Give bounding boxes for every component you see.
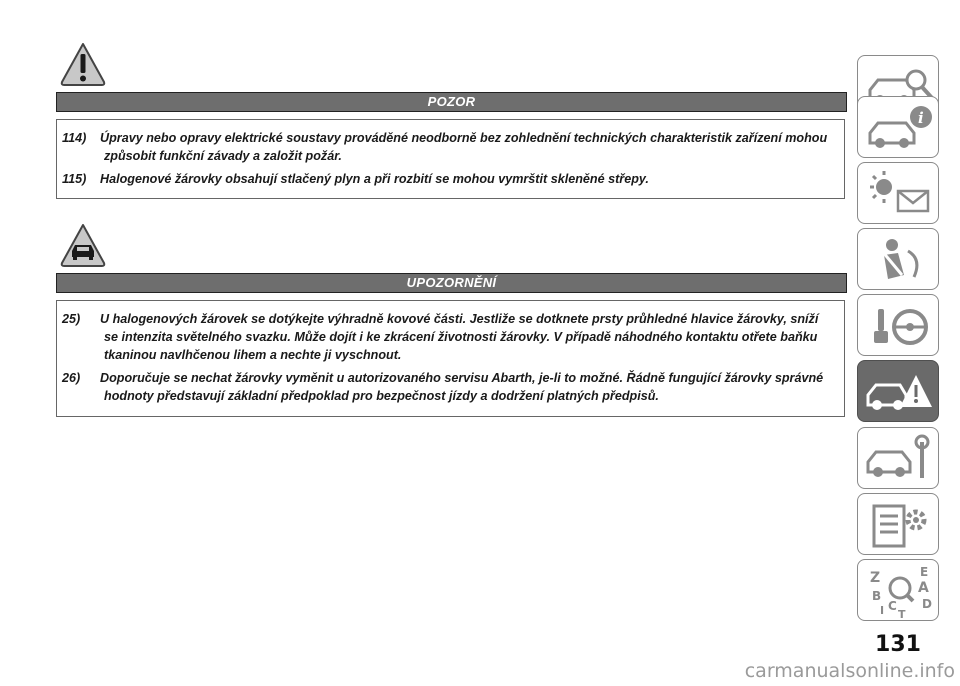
upozorneni-header: UPOZORNĚNÍ [56,273,847,293]
upozorneni-box [56,300,845,417]
tab-alphabetical-index[interactable] [857,559,939,621]
svg-text:T: T [898,608,906,621]
warning-car-icon [58,221,108,269]
watermark: carmanualsonline.info [744,660,955,682]
page-number: 131 [875,632,921,657]
tab-seatbelt-airbag[interactable] [857,228,939,290]
svg-text:Z: Z [870,570,881,586]
svg-text:C: C [888,599,897,613]
car-info-icon [858,97,940,159]
car-breakdown-warning-icon [858,361,940,423]
lights-envelope-icon [858,163,940,225]
steering-wheel-icon [858,295,940,357]
svg-text:D: D [922,597,932,611]
tab-lights-envelope[interactable] [857,162,939,224]
svg-text:i: i [918,109,924,127]
pozor-header: POZOR [56,92,847,112]
tab-document-gear[interactable] [857,493,939,555]
warning-exclamation-icon [58,40,108,88]
tab-car-breakdown-warning[interactable] [857,360,939,422]
svg-text:A: A [918,580,929,596]
pozor-item-115: 115) Halogenové žárovky obsahují stlačený plyn a při rozbití se mohou vymrštit skleněné střepy. [62,172,649,186]
upozorneni-item-25: 25) U halogenových žárovek se dotýkejte výhradně kovové části. Jestliže se dotknete prsty průhledné hlavice žárovky, sníží se intenzita světelného svazku. Může dojít i ke zkrácení životnosti žárovky. V případě náhodného kontaktu otřete baňku tkaninou navlhčenou lihem a nechte ji vyschnout. [62,312,819,362]
seatbelt-airbag-icon [858,229,940,291]
upozorneni-item-26: 26) Doporučuje se nechat žárovky vyměnit u autorizovaného servisu Abarth, je-li to možné. Řádně fungující žárovky správné hodnoty představují základní předpoklad pro bezpečnost jízdy a dodržení platných předpisů. [62,371,824,403]
svg-text:E: E [920,565,929,579]
alphabetical-index-icon [858,560,940,622]
tab-steering-wheel[interactable] [857,294,939,356]
svg-text:I: I [880,604,885,617]
pozor-box [56,119,845,199]
car-wrench-icon [858,428,940,490]
document-gear-icon [858,494,940,556]
pozor-item-114: 114) Úpravy nebo opravy elektrické soustavy prováděné neodborně bez zohlednění technických charakteristik zařízení mohou způsobit funkční závady a založit požár. [62,131,828,163]
tab-car-info[interactable] [857,96,939,158]
svg-text:B: B [872,589,882,603]
tab-car-wrench[interactable] [857,427,939,489]
